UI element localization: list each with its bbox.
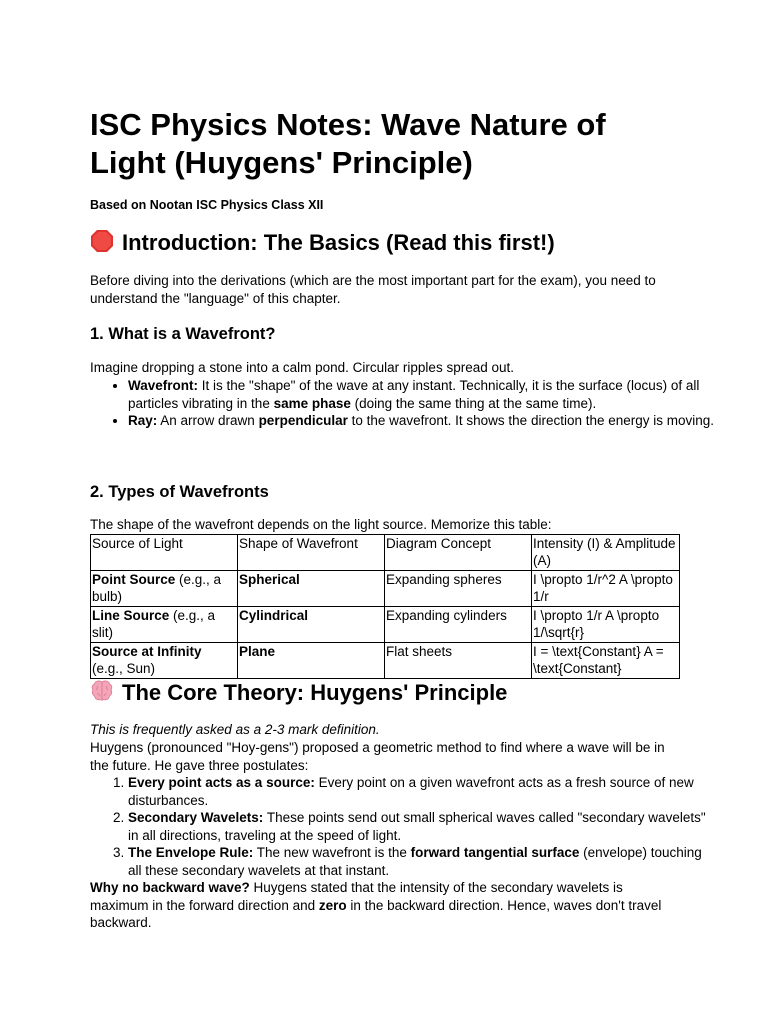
table-cell xyxy=(238,571,385,607)
table-cell: I \propto 1/r A \propto 1/\sqrt{r} xyxy=(532,607,680,643)
item-text: Every point on a given wavefront acts as a fresh source of new disturbances. xyxy=(128,775,694,808)
table-cell xyxy=(91,571,238,607)
item-bold: Every point acts as a source: xyxy=(128,775,315,790)
cell-bold: Source at Infinity xyxy=(92,644,202,659)
term-label: Wavefront: xyxy=(128,378,198,393)
cell-text: (e.g., a slit) xyxy=(92,608,216,640)
list-item xyxy=(128,412,718,430)
item-text: The new wavefront is the xyxy=(253,845,411,860)
postulate-list xyxy=(90,774,718,879)
stop-sign-icon xyxy=(90,229,114,253)
why-text: in the backward direction. Hence, waves don't travel backward. xyxy=(90,897,662,930)
cell-bold: Point Source xyxy=(92,572,176,587)
section1-heading: 1. What is a Wavefront? xyxy=(90,325,276,343)
table-row xyxy=(91,571,680,607)
section2-lead: The shape of the wavefront depends on the light source. Memorize this table: xyxy=(90,517,552,532)
wavefront-table xyxy=(90,534,680,679)
table-header-cell: Source of Light xyxy=(91,535,238,571)
table-cell: I \propto 1/r^2 A \propto 1/r xyxy=(532,571,680,607)
term-text: to the wavefront. It shows the direction the energy is moving. xyxy=(347,413,715,428)
section2-heading: 2. Types of Wavefronts xyxy=(90,483,269,501)
cell-bold: Plane xyxy=(239,644,276,659)
table-header-cell: Diagram Concept xyxy=(385,535,532,571)
item-bold: The Envelope Rule: xyxy=(128,845,254,860)
term-label: Ray: xyxy=(128,413,158,428)
table-row xyxy=(91,607,680,643)
table-row xyxy=(91,643,680,679)
why-text: Huygens stated that the intensity of the secondary wavelets is maximum in the forward direction and xyxy=(90,880,623,913)
intro-text: Before diving into the derivations (which are the most important part for the exam), you need to understand the "language" of this chapter. xyxy=(90,273,656,306)
table-cell xyxy=(91,607,238,643)
term-bold: same phase xyxy=(273,395,351,411)
list-item xyxy=(128,377,718,412)
why-bold: zero xyxy=(318,897,347,913)
cell-bold: Line Source xyxy=(92,608,170,623)
term-text: (doing the same thing at the same time). xyxy=(350,395,597,411)
page-title: ISC Physics Notes: Wave Nature of Light (Huygens' Principle) xyxy=(90,107,606,180)
table-cell: Flat sheets xyxy=(385,643,532,679)
item-bold: forward tangential surface xyxy=(410,845,580,860)
table-header-cell: Intensity (I) & Amplitude (A) xyxy=(532,535,680,571)
cell-bold: Spherical xyxy=(239,572,300,587)
table-cell: Expanding cylinders xyxy=(385,607,532,643)
table-header-cell: Shape of Wavefront xyxy=(238,535,385,571)
why-label: Why no backward wave? xyxy=(90,880,250,895)
item-text: These points send out small spherical waves called "secondary wavelets" in all directions, traveling at the speed of light. xyxy=(128,810,706,843)
core-lead: Huygens (pronounced "Hoy-gens") proposed a geometric method to find where a wave will be in the future. He gave three postulates: xyxy=(90,740,665,773)
definition-list xyxy=(90,377,718,430)
intro-heading xyxy=(90,229,555,257)
list-item xyxy=(128,774,718,809)
section1-lead: Imagine dropping a stone into a calm pond. Circular ripples spread out. xyxy=(90,360,514,375)
cell-bold: Cylindrical xyxy=(239,608,309,623)
core-heading-text: The Core Theory: Huygens' Principle xyxy=(122,680,508,705)
table-cell xyxy=(238,643,385,679)
list-item xyxy=(128,844,718,879)
term-text: It is the "shape" of the wave at any instant. Technically, it is the surface (locus) of all particles vibrating in the xyxy=(128,378,700,411)
why-paragraph xyxy=(90,879,682,932)
cell-text: (e.g., Sun) xyxy=(92,661,156,676)
item-text: (envelope) touching all these secondary wavelets at that instant. xyxy=(128,845,702,878)
table-header-row xyxy=(91,535,680,571)
table-cell xyxy=(238,607,385,643)
term-text: An arrow drawn xyxy=(157,413,259,428)
table-cell: I = \text{Constant} A = \text{Constant} xyxy=(532,643,680,679)
list-item xyxy=(128,809,718,844)
intro-heading-text: Introduction: The Basics (Read this first!) xyxy=(122,230,555,255)
core-heading xyxy=(90,679,507,707)
brain-icon xyxy=(90,679,114,703)
core-note: This is frequently asked as a 2-3 mark definition. xyxy=(90,722,380,737)
table-cell: Expanding spheres xyxy=(385,571,532,607)
term-bold: perpendicular xyxy=(258,413,348,428)
cell-text: (e.g., a bulb) xyxy=(92,572,222,604)
item-bold: Secondary Wavelets: xyxy=(128,810,264,825)
table-cell xyxy=(91,643,238,679)
subtitle: Based on Nootan ISC Physics Class XII xyxy=(90,198,324,212)
